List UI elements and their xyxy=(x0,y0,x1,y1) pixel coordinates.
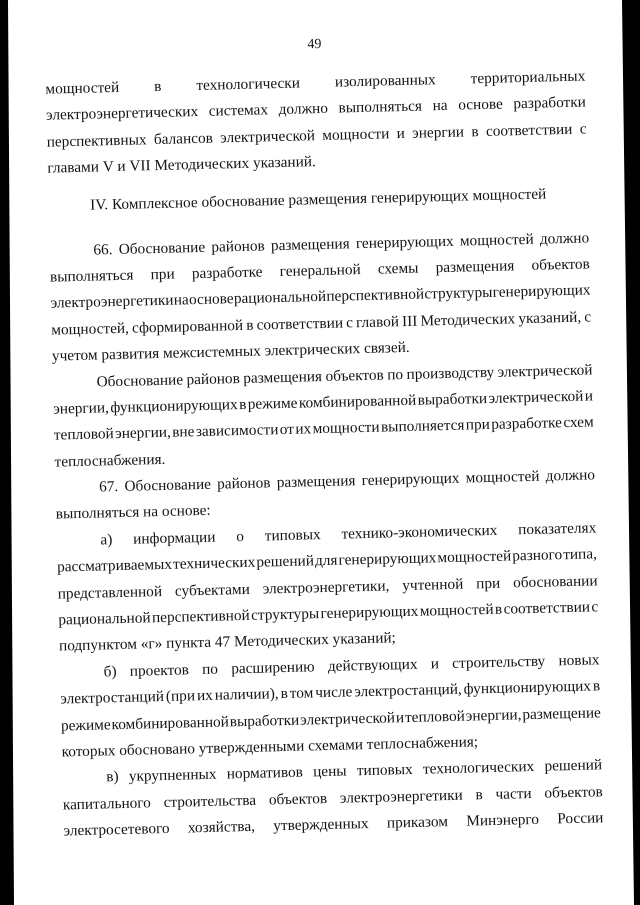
word: электроэнергетики xyxy=(339,786,463,807)
word: генерирующих xyxy=(492,281,591,302)
word: выработки xyxy=(417,389,488,409)
word: Обоснование xyxy=(118,238,206,258)
word: генерирующих xyxy=(338,549,437,569)
word: Обоснование xyxy=(124,475,212,495)
word: типа, xyxy=(563,545,598,564)
word: решений xyxy=(256,552,315,571)
word: производству xyxy=(406,363,495,383)
word: энергии, xyxy=(53,399,110,418)
word: с xyxy=(579,120,587,138)
word: указаний, xyxy=(518,308,582,327)
word: системах xyxy=(208,101,269,121)
word: электроэнергетики, xyxy=(262,577,390,598)
word: рассматриваемых xyxy=(56,556,173,576)
text-line: которых обосновано утвержденными схемами теплоснабжения; xyxy=(61,733,479,761)
word: показателях xyxy=(517,519,597,539)
word: и xyxy=(396,124,406,142)
word: представленной xyxy=(57,582,163,603)
word: генерирующих xyxy=(355,232,454,252)
word: Минэнерго xyxy=(466,811,540,830)
word: объектов xyxy=(544,783,603,802)
word: основе xyxy=(458,95,503,115)
word: размещения xyxy=(270,234,350,254)
word: соответствии xyxy=(485,120,573,140)
word: соответствии xyxy=(503,598,591,618)
word: б) xyxy=(103,662,117,681)
word: разного xyxy=(512,546,563,565)
word: энергии xyxy=(411,123,465,142)
word: в xyxy=(238,395,247,413)
word: схем xyxy=(563,413,594,432)
word: электростанций, xyxy=(354,680,462,701)
word: объектов xyxy=(268,789,328,809)
word: выработки xyxy=(229,711,300,730)
word: наличии), xyxy=(214,685,279,704)
word: строительства xyxy=(163,791,257,811)
word: Методических xyxy=(420,310,516,330)
text-line: выполняться на основе: xyxy=(55,502,211,524)
word: том xyxy=(289,684,314,703)
word: мощности xyxy=(322,125,390,144)
word: а) xyxy=(100,531,113,549)
word: 66. xyxy=(93,240,113,259)
word: перспективной xyxy=(326,285,425,306)
word: нормативов xyxy=(226,764,304,783)
section-heading: IV. Комплексное обоснование размещения генерирующих мощностей xyxy=(89,185,547,214)
word: при xyxy=(465,416,491,434)
word: в xyxy=(246,316,254,334)
word: с xyxy=(345,314,354,332)
word: их xyxy=(295,420,312,439)
word: и xyxy=(430,655,440,673)
word: их xyxy=(196,687,214,705)
word: районов xyxy=(211,236,265,256)
word: в xyxy=(592,677,601,695)
word: комбинированной xyxy=(298,391,417,412)
word: балансов xyxy=(153,129,214,148)
word: на xyxy=(173,291,189,309)
word: сформированной xyxy=(131,316,244,337)
word: режиме xyxy=(247,394,298,413)
word: размещения xyxy=(435,257,515,277)
text-line: учетом развития межсистемных электрических связей. xyxy=(51,339,410,365)
word: и xyxy=(584,387,594,405)
document-page xyxy=(44,32,603,846)
word: генерирующих xyxy=(361,469,460,490)
word: электроэнергетики xyxy=(50,291,174,312)
word: информации xyxy=(132,528,216,548)
word: России xyxy=(557,809,604,828)
word: мощностей xyxy=(465,467,540,487)
word: районов xyxy=(186,369,241,388)
word: электростанций xyxy=(60,688,165,708)
word: вне xyxy=(172,423,195,442)
word: изолированных xyxy=(334,71,436,91)
word: укрупненных xyxy=(128,766,217,786)
word: в xyxy=(494,600,503,618)
word: электрической xyxy=(219,126,316,147)
word: объектов xyxy=(531,255,591,274)
word: мощности xyxy=(312,418,380,438)
word: в xyxy=(475,786,483,804)
word: технологических xyxy=(422,758,535,779)
word: выполняться xyxy=(49,266,134,286)
word: по xyxy=(201,660,219,678)
word: хозяйства, xyxy=(187,817,256,837)
word: в xyxy=(280,685,289,703)
word: новых xyxy=(558,651,600,670)
word: капитального xyxy=(62,794,152,814)
word: выполняться xyxy=(338,97,423,117)
word: структуры xyxy=(250,605,320,624)
word: типовых xyxy=(356,761,413,780)
word: размещения xyxy=(276,472,356,492)
word: генерирующих xyxy=(320,602,419,623)
word: решений xyxy=(544,756,603,776)
word: электроэнергетических xyxy=(45,103,199,125)
word: и xyxy=(395,708,405,726)
word: приказом xyxy=(386,813,449,832)
word: субъектами xyxy=(174,580,251,600)
word: технологически xyxy=(196,74,301,95)
word: числе xyxy=(315,683,353,702)
word: выполняется xyxy=(380,416,465,436)
word: расширению xyxy=(231,658,315,678)
word: размещение xyxy=(522,703,602,723)
word: (при xyxy=(165,687,196,706)
word: мощностей xyxy=(437,547,512,567)
word: цены xyxy=(312,762,347,781)
word: комбинированной xyxy=(111,713,230,733)
word: главой xyxy=(355,312,400,331)
word: основе xyxy=(188,290,234,309)
word: тепловой xyxy=(53,425,114,444)
word: части xyxy=(495,784,532,803)
word: учтенной xyxy=(402,575,464,594)
word: энергии, xyxy=(465,705,522,725)
word: от xyxy=(279,421,295,439)
word: утвержденных xyxy=(273,815,369,835)
text-line: теплоснабжения. xyxy=(54,450,166,471)
word: III xyxy=(401,312,418,330)
word: действующих xyxy=(327,655,418,675)
word: мощностей xyxy=(459,230,534,250)
word: территориальных xyxy=(470,67,586,88)
word: соответствии xyxy=(256,314,344,334)
word: в xyxy=(153,77,162,96)
word: электросетевого xyxy=(63,820,170,840)
word: электрической xyxy=(497,360,593,381)
word: технических xyxy=(172,553,256,573)
word: энергии, xyxy=(114,424,172,443)
word: с xyxy=(584,308,592,326)
word: разработки xyxy=(513,93,587,113)
word: перспективной xyxy=(151,606,250,627)
word: при xyxy=(150,265,175,284)
word: в) xyxy=(106,768,119,786)
word: перспективных xyxy=(46,131,147,151)
word: разработке xyxy=(191,263,263,283)
word: зависимости xyxy=(195,421,279,441)
word: проектов xyxy=(129,661,190,680)
word: разработке xyxy=(491,414,563,434)
word: для xyxy=(314,551,338,570)
word: мощностей xyxy=(45,78,120,98)
word: тепловой xyxy=(404,707,466,726)
word: мощностей, xyxy=(51,319,130,339)
word: о xyxy=(236,527,245,546)
word: схемы xyxy=(377,259,419,278)
word: структуры xyxy=(424,284,493,303)
word: рациональной xyxy=(233,288,327,308)
word: строительству xyxy=(451,652,546,672)
word: должно xyxy=(545,466,596,485)
word: электрической xyxy=(299,708,396,729)
word: объектов xyxy=(325,366,384,385)
word: Обоснование xyxy=(96,370,184,391)
word: с xyxy=(591,598,599,616)
word: 67. xyxy=(98,478,119,496)
word: функционирующих xyxy=(463,677,592,698)
word: технико-экономических xyxy=(341,521,498,543)
page-number: 49 xyxy=(307,36,322,53)
word: обосновании xyxy=(512,572,598,592)
word: электрической xyxy=(488,387,584,407)
word: районов xyxy=(216,474,271,493)
word: мощностей xyxy=(419,600,494,620)
word: по xyxy=(387,365,404,383)
word: функционирующих xyxy=(110,396,238,417)
text-line: главами V и VII Методических указаний. xyxy=(47,153,317,177)
word: генеральной xyxy=(279,261,361,280)
text-line: подпунктом «г» пункта 47 Методических указаний; xyxy=(58,629,397,655)
word: на xyxy=(432,97,448,115)
word: режиме xyxy=(60,715,111,735)
word: рациональной xyxy=(58,609,151,629)
word: при xyxy=(475,574,501,592)
word: должно xyxy=(278,100,329,119)
word: типовых xyxy=(264,525,321,545)
word: в xyxy=(471,122,479,141)
word: размещения xyxy=(243,367,323,387)
word: должно xyxy=(539,229,590,248)
